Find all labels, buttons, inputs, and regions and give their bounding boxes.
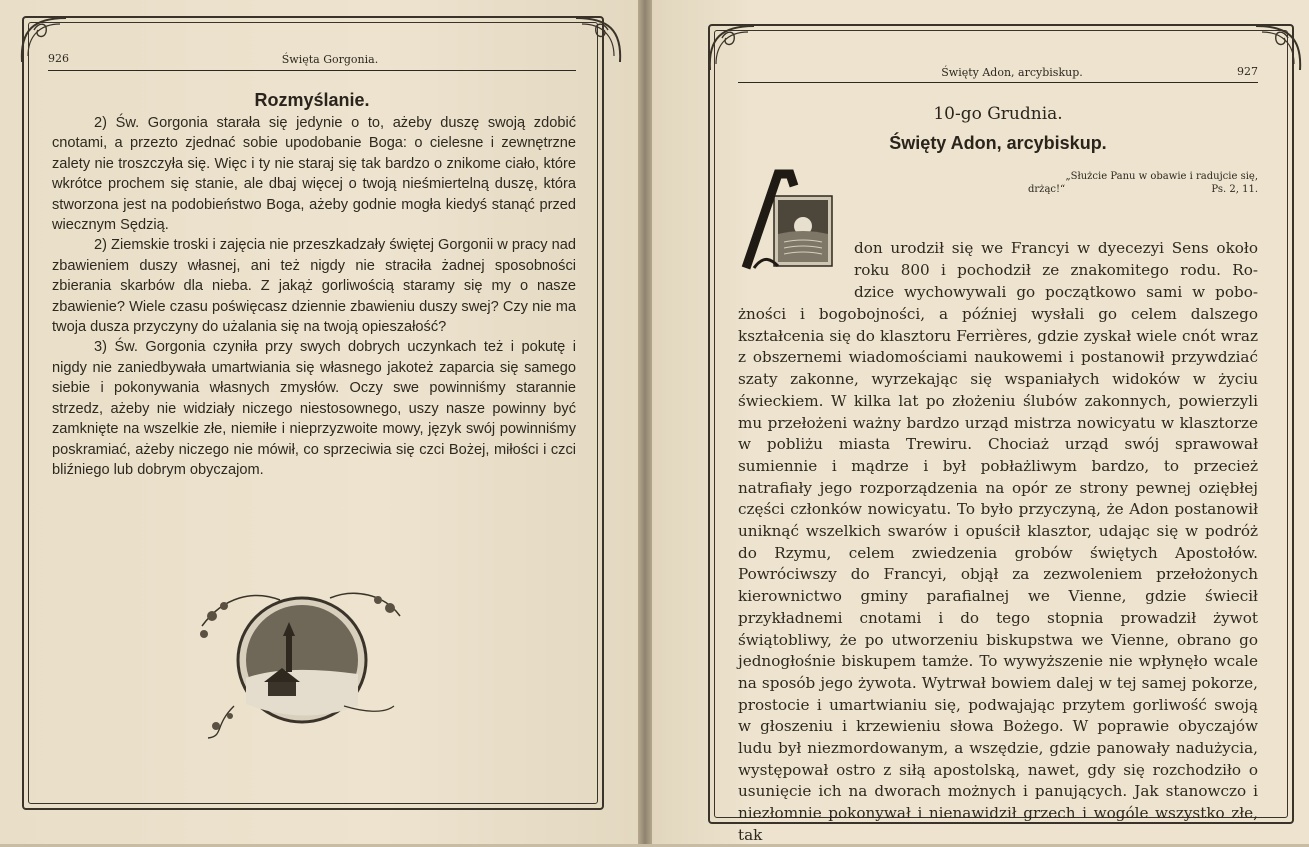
section-title: Rozmyślanie. — [254, 90, 370, 110]
book-gutter — [638, 0, 652, 844]
winter-vignette-illustration — [194, 586, 406, 742]
date-heading: 10-go Grudnia. — [933, 104, 1063, 124]
first-line: don urodził się we Francyi w dyecezyi Sens około — [854, 239, 1258, 257]
page-number: 926 — [48, 52, 69, 65]
header-rule — [48, 70, 576, 71]
saint-title: Święty Adon, arcybiskup. — [889, 133, 1107, 153]
page-number: 927 — [1237, 65, 1258, 78]
first-line: roku 800 i pochodził ze znakomitego rodu. Ro- — [854, 261, 1258, 279]
epigraph-reference: Ps. 2, 11. — [1211, 184, 1258, 195]
paragraph: 2) Ziemskie troski i zajęcia nie przeszkadzały świętej Gorgonii w pracy nad zbawieniem duszy własnej, ani też nigdy nie straciła żadnej sposobności zbierania skarbów dla nieba. Z jakąż gorliwością staramy się my o nasze zbawienie? Wiele czasu poświęcasz dziennie zbawieniu duszy swej? Czy nie ma twoja dusza przyczyny do użalania się na twoją opieszałość? — [52, 237, 576, 336]
drop-cap — [744, 174, 848, 272]
first-line: dzice wychowywali go początkowo sami w pobo- — [854, 283, 1258, 301]
epigraph-line: drżąc!“ — [1028, 184, 1066, 195]
paragraph: 3) Św. Gorgonia czyniła przy swych dobrych uczynkach też i pokutę i nigdy nie zaniedbywała umartwiania się własnego jakoteż zaparcia się samego siebie i pokonywania własnych zmysłów. Oczy swe powinniśmy starannie strzedz, ażeby nie widziały niczego niestosownego, uszy nasze powinny być zamknięte na wszelkie złe, niemiłe i nieprzyzwoite mowy, język swój powinniśmy poskramiać, ażeby niczego nie mówił, co sprzeciwia się czci Bożej, miłości i czci bliźniego lub dobrym obyczajom. — [52, 339, 576, 478]
paragraph: 2) Św. Gorgonia starała się jedynie o to, ażeby duszę swoją zdobić cnotami, a przezto zjednać sobie upodobanie Boga: o cielesne i zewnętrzne zalety nie troszczyła się. Więc i ty nie staraj się tak bardzo o znikome ciało, które wkrótce prochem się stanie, ale dbaj więcej o twoją nieśmiertelną duszę, która stworzona jest na podobieństwo Boga, ażeby godnie mogła kiedyś stanąć przed wiecznym Sędzią. — [52, 115, 576, 234]
right-page — [652, 0, 1309, 844]
corner-ornament-icon — [566, 10, 628, 72]
running-head: Święty Adon, arcybiskup. — [941, 66, 1083, 79]
drop-cap-letter — [744, 174, 745, 175]
corner-ornament-icon — [702, 18, 764, 80]
left-page — [0, 0, 638, 844]
header-rule — [738, 82, 1258, 83]
meditation-text — [52, 113, 576, 480]
epigraph-line: „Służcie Panu w obawie i radujcie się, — [1065, 171, 1258, 182]
running-head: Święta Gorgonia. — [281, 53, 379, 66]
drop-cap-illustration-icon — [744, 174, 848, 272]
legend-text: żności i bogobojności, a później wysłali go celem dalszego kształcenia się do klasztoru Ferrières, gdzie zyskał wiele cnót wraz z obszernemi wiadomościami naukowemi i postanowił przywdziać szaty zakonne, wyrzekając się wspaniałych widoków w życiu świeckiem. W kilka lat po złożeniu ślubów zakonnych, powierzyli mu przełożeni ważny bardzo urząd mistrza nowicyatu w klasztorze w pobliżu miasta Trewiru. Chociaż urząd swój sprawował sumiennie i mądrze i był pobłażliwym bardzo, to przecież natrafiały jego rozporządzenia na opór ze strony pewnej oziębłej części członków nowicyatu. To było przyczyną, że Adon postanowił uniknąć wszelkich swarów i opuścił klasztor, udając się w podróż do Rzymu, celem zwiedzenia grobów świętych Apostołów. Powróciwszy do Francyi, objął za zezwoleniem przełożonych kierownictwo gminy parafialnej we Vienne, gdzie świecił przykładnemi cnotami i do tego stopnia prowadził żywot świątobliwy, że po utworzeniu biskupstwa we Vienne, obrano go jednogłośnie biskupem tamże. To wywyższenie nie wpłynęło wcale na sposób jego żywota. Wytrwał bowiem dalej w tej samej pokorze, prostocie i umartwianiu się, podwajając przytem gorliwość swoją w głoszeniu i krzewieniu słowa Bożego. W poprawie obyczajów ludu był niezmordowanym, a wszędzie, gdzie panowały nadużycia, występował ostro z siłą apostolską, nawet, gdy się rozchodziło o usunięcie ich na dworach możnych i panujących. Jak stanowczo i niezłomnie pokonywał i nienawidził grzech i wogóle wszystko złe, tak — [738, 305, 1258, 844]
